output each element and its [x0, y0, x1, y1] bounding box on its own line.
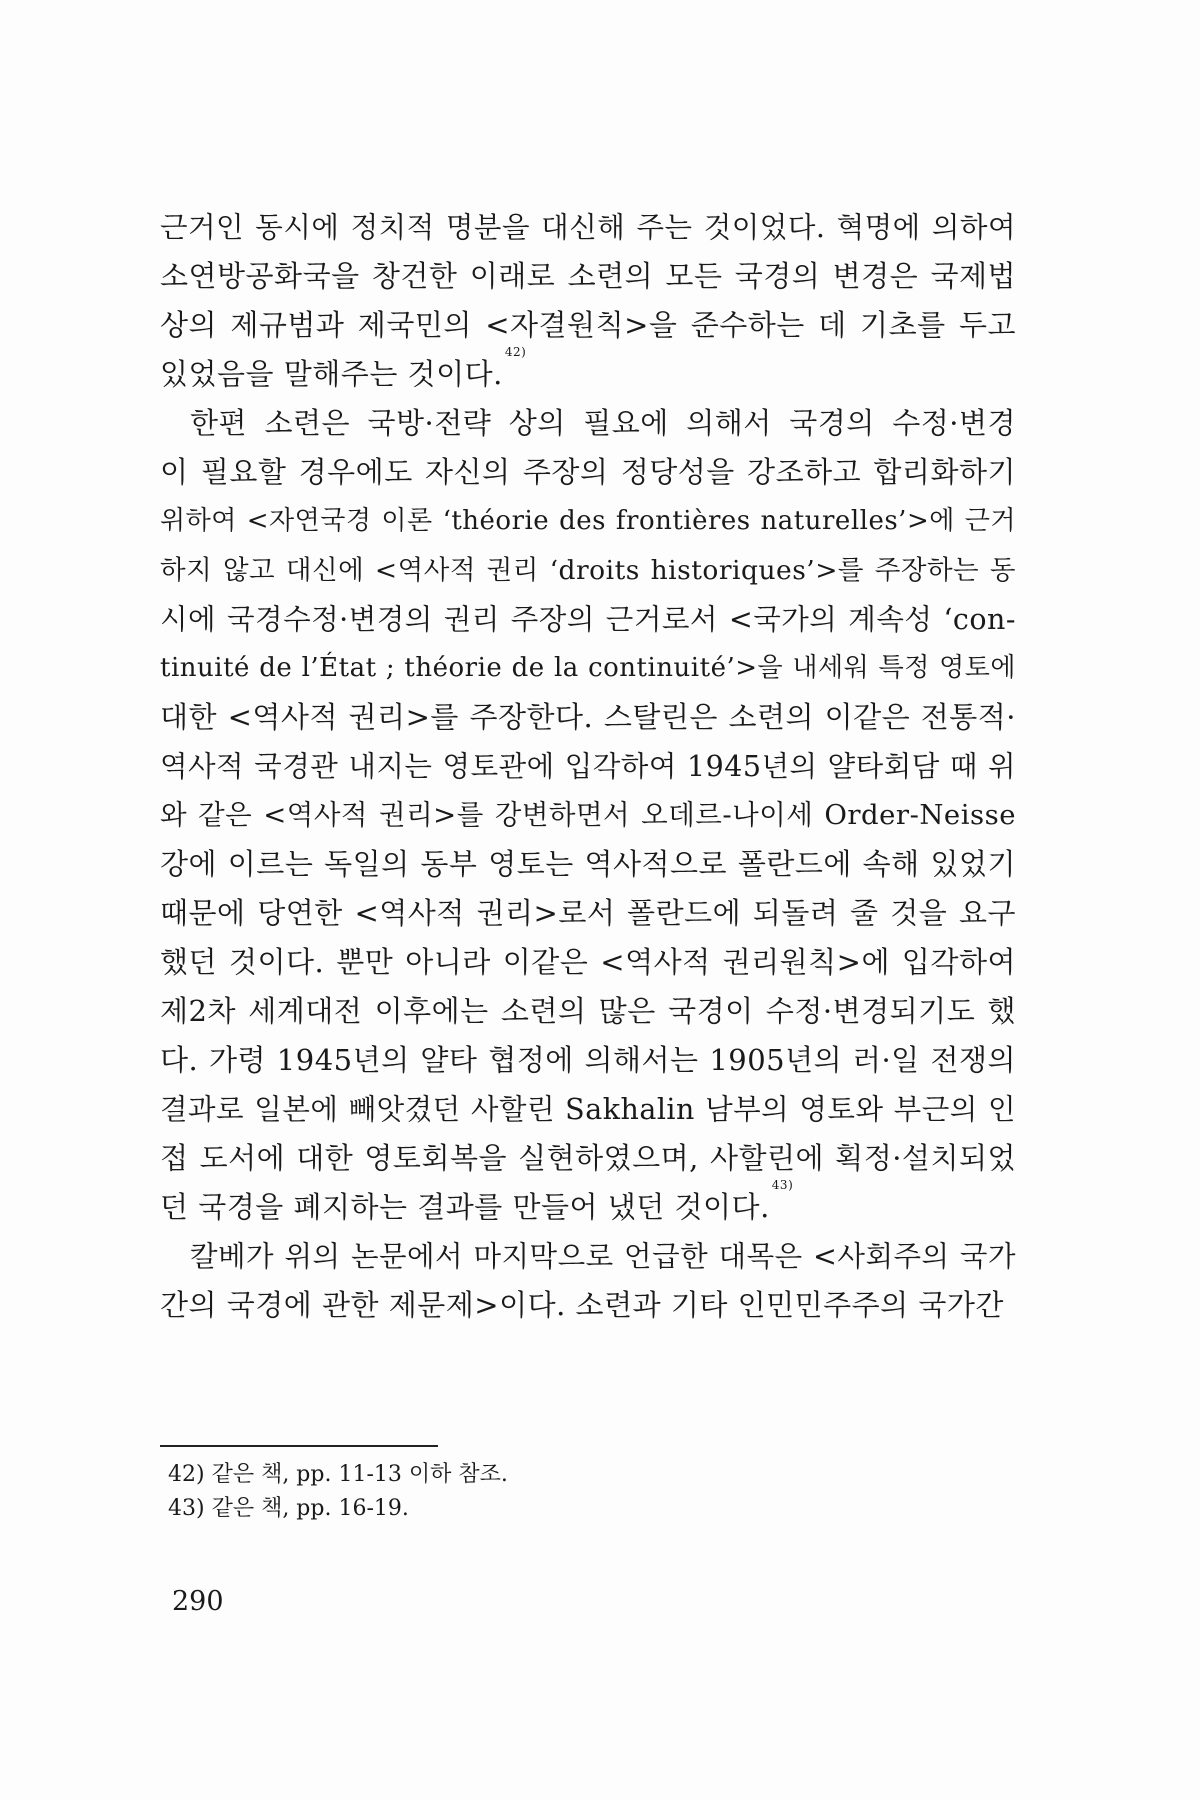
body-line: 접 도서에 대한 영토회복을 실현하였으며, 사할린에 획정·설치되었 [160, 1141, 1016, 1175]
body-line: 이 필요할 경우에도 자신의 주장의 정당성을 강조하고 합리화하기 [160, 455, 1016, 489]
body-line-text: 던 국경을 폐지하는 결과를 만들어 냈던 것이다. [160, 1190, 770, 1224]
body-line: 위하여 <자연국경 이론 ‘théorie des frontières naturelles’>에 근거 [160, 506, 1016, 536]
footnote-ref-43: 43) [771, 1178, 794, 1192]
body-line: 시에 국경수정·변경의 권리 주장의 근거로서 <국가의 계속성 ‘con- [160, 603, 1016, 636]
footnote-43: 43) 같은 책, pp. 16-19. [168, 1496, 409, 1521]
body-line: 다. 가령 1945년의 얄타 협정에 의해서는 1905년의 러·일 전쟁의 [160, 1043, 1016, 1077]
body-line: 했던 것이다. 뿐만 아니라 이같은 <역사적 권리원칙>에 입각하여 [160, 945, 1016, 979]
body-line: 근거인 동시에 정치적 명분을 대신해 주는 것이었다. 혁명에 의하여 [160, 211, 1016, 244]
body-line: tinuité de l’État ; théorie de la continuité’>을 내세워 특정 영토에 [160, 653, 1016, 683]
body-line: 상의 제규범과 제국민의 <자결원칙>을 준수하는 데 기초를 두고 [160, 308, 1016, 342]
body-line: 때문에 당연한 <역사적 권리>로서 폴란드에 되돌려 줄 것을 요구 [160, 896, 1016, 930]
body-line: 하지 않고 대신에 <역사적 권리 ‘droits historiques’>를 주장하는 동 [160, 555, 1016, 586]
body-line: 한편 소련은 국방·전략 상의 필요에 의해서 국경의 수정·변경 [190, 406, 1016, 440]
body-line: 결과로 일본에 빼앗겼던 사할린 Sakhalin 남부의 영토와 부근의 인 [160, 1093, 1016, 1126]
body-line: 칼베가 위의 논문에서 마지막으로 언급한 대목은 <사회주의 국가 [190, 1240, 1016, 1273]
body-line: 소연방공화국을 창건한 이래로 소련의 모든 국경의 변경은 국제법 [160, 259, 1016, 293]
footnote-42: 42) 같은 책, pp. 11-13 이하 참조. [168, 1462, 508, 1487]
page-number: 290 [172, 1586, 224, 1617]
body-line: 강에 이르는 독일의 동부 영토는 역사적으로 폴란드에 속해 있었기 [160, 847, 1016, 881]
footnote-divider [160, 1445, 438, 1447]
body-line-text: 있었음을 말해주는 것이다. [160, 357, 503, 391]
body-line: 제2차 세계대전 이후에는 소련의 많은 국경이 수정·변경되기도 했 [160, 994, 1016, 1028]
body-line [160, 1178, 1016, 1232]
footnotes [168, 1458, 868, 1526]
body-line: 대한 <역사적 권리>를 주장한다. 스탈린은 소련의 이같은 전통적· [160, 700, 1016, 734]
footnote-ref-42: 42) [504, 345, 527, 359]
body-text [160, 203, 1016, 1330]
body-line: 역사적 국경관 내지는 영토관에 입각하여 1945년의 얄타회담 때 위 [160, 750, 1016, 783]
body-line: 와 같은 <역사적 권리>를 강변하면서 오데르-나이세 Order-Neisse [160, 799, 1016, 831]
body-line [160, 345, 1016, 399]
body-line: 간의 국경에 관한 제문제>이다. 소련과 기타 인민민주주의 국가간 [160, 1288, 1004, 1322]
